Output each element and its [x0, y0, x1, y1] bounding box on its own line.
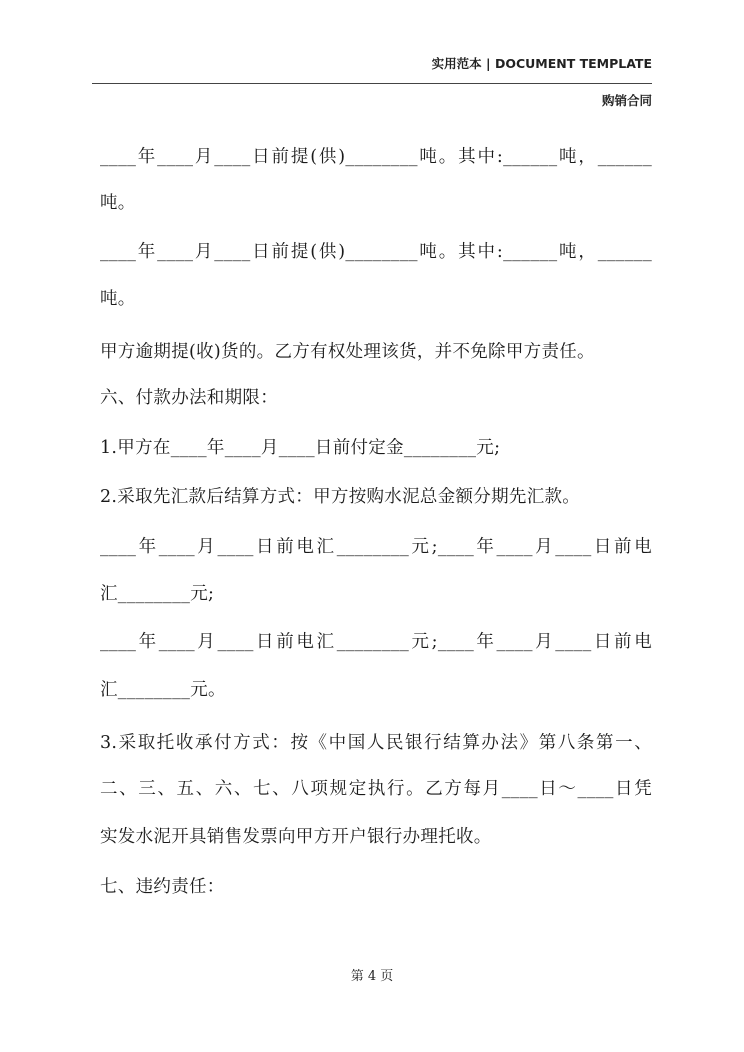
- text-line: ____年____月____日前提(供)________吨。其中:______吨，______: [100, 147, 652, 167]
- text-line: 2.采取先汇款后结算方式：甲方按购水泥总金额分期先汇款。: [100, 487, 581, 507]
- header-title: 实用范本 | DOCUMENT TEMPLATE: [431, 56, 652, 71]
- header-subtitle: 购销合同: [601, 93, 652, 108]
- page-number: 第 4 页: [350, 969, 394, 984]
- text-line: 汇________元;: [100, 584, 215, 604]
- section-heading: 六、付款办法和期限：: [100, 388, 278, 408]
- text-line: 甲方逾期提(收)货的。乙方有权处理该货，并不免除甲方责任。: [100, 342, 595, 362]
- text-line: 吨。: [100, 289, 136, 309]
- text-line: 汇________元。: [100, 680, 226, 700]
- text-line: 3.采取托收承付方式：按《中国人民银行结算办法》第八条第一、: [100, 733, 652, 753]
- text-line: 吨。: [100, 193, 136, 213]
- text-line: 二、三、五、六、七、八项规定执行。乙方每月____日～____日凭: [100, 779, 652, 799]
- text-line: 1.甲方在____年____月____日前付定金________元;: [100, 438, 501, 458]
- text-line: ____年____月____日前提(供)________吨。其中:______吨，______: [100, 242, 652, 262]
- text-line: 实发水泥开具销售发票向甲方开户银行办理托收。: [100, 827, 492, 847]
- section-heading: 七、违约责任：: [100, 877, 225, 897]
- text-line: ____年____月____日前电汇________元;____年____月____日前电: [100, 537, 652, 557]
- header-divider: [92, 83, 652, 84]
- text-line: ____年____月____日前电汇________元;____年____月____日前电: [100, 632, 652, 652]
